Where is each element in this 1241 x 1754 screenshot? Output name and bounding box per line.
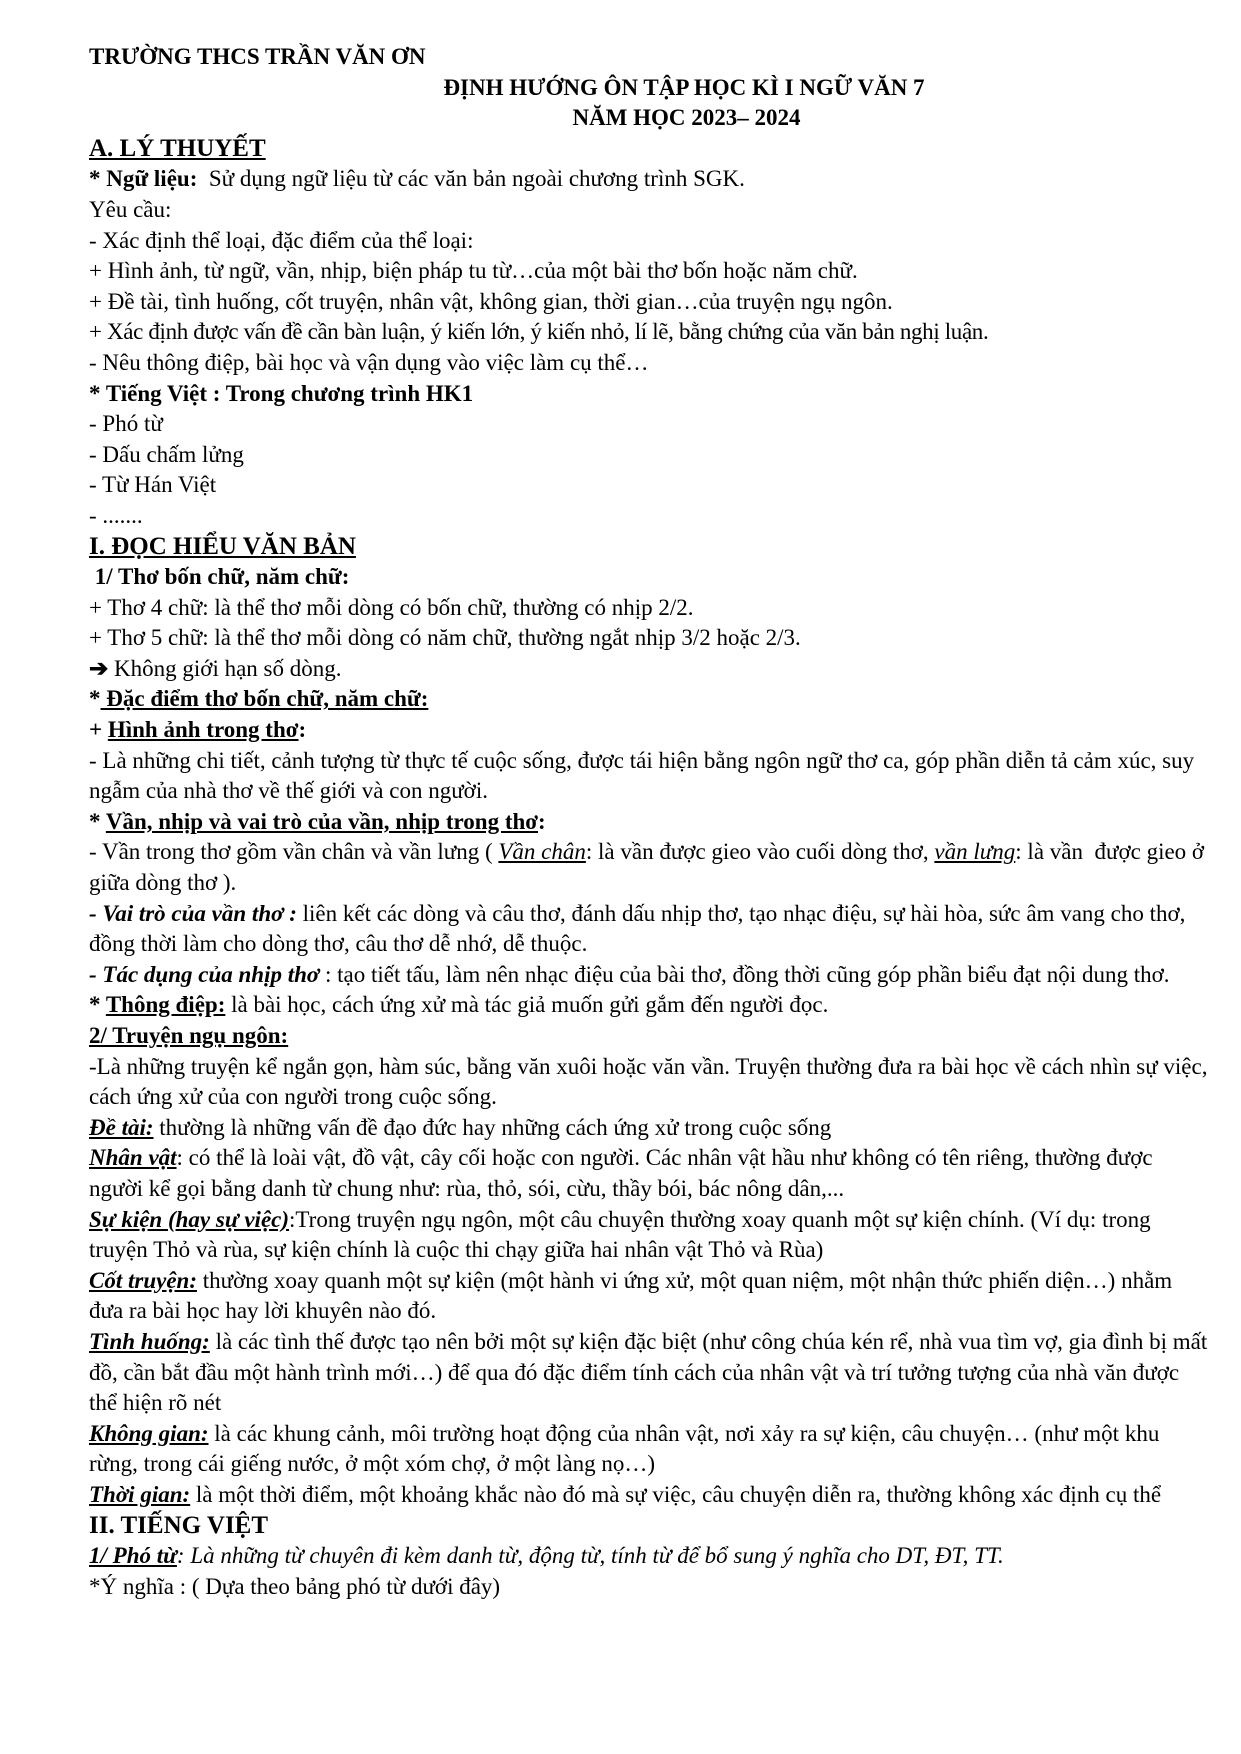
pho-tu-label: 1/ Phó từ	[89, 1543, 177, 1569]
section-a-heading: A. LÝ THUYẾT	[89, 134, 266, 162]
vai-tro-text: liên kết các dòng và câu thơ, đánh dấu nhịp thơ, tạo nhạc điệu, sự hài hòa, sức âm vang cho thơ, đồng thời làm cho dòng thơ, câu thơ dễ nhớ, dễ thuộc.	[89, 900, 1186, 957]
su-kien-label: Sự kiện (hay sự việc)	[89, 1206, 290, 1232]
nhan-vat-text: : có thể là loài vật, đồ vật, cây cối hoặc con người. Các nhân vật hầu như không có tên riêng, thường được người kể gọi bằng danh từ chung như: rùa, thỏ, sói, cừu, thầy bói, bác nông dân,...	[89, 1145, 1153, 1201]
su-kien-text: :Trong truyện ngụ ngôn, một câu chuyện thường xoay quanh một sự kiện chính. (Ví dụ: trong truyện Thỏ và rùa, sự kiện chính là cuộc thi chạy giữa hai nhân vật Thỏ và Rùa)	[89, 1206, 1151, 1263]
van-colon: :	[538, 808, 546, 834]
de-tai-text: thường là những vấn đề đạo đức hay những cách ứng xử trong cuộc sống	[153, 1114, 832, 1140]
cot-truyen-line	[89, 1266, 1209, 1327]
thong-diep-line	[89, 990, 1209, 1021]
school-name: TRƯỜNG THCS TRẦN VĂN ƠN	[89, 44, 426, 69]
req-line: - Nêu thông điệp, bài học và vận dụng vào việc làm cụ thể…	[89, 349, 649, 375]
section-ii-heading: II. TIẾNG VIỆT	[89, 1511, 269, 1539]
req-line: - Xác định thể loại, đặc điểm của thể loại:	[89, 227, 474, 253]
hinh-anh-heading	[89, 715, 1209, 746]
van-text-1: - Vần trong thơ gồm vần chân và vần lưng (	[89, 839, 499, 865]
khong-gioi-han-text: Không giới hạn số dòng.	[108, 655, 342, 681]
vai-tro-label: - Vai trò của vần thơ :	[89, 900, 297, 926]
hinh-anh-plus: +	[89, 717, 108, 743]
tinh-huong-text: là các tình thế được tạo nên bởi một sự kiện đặc biệt (như công chúa kén rể, nhà vua tìm vợ, gia đình bị mất đồ, cần bắt đầu một hành trình mới…) để qua đó đặc điểm tính cách của nhân vật và trí tưởng tượng của nhà văn được thể hiện rõ nét	[89, 1328, 1208, 1416]
nhan-vat-label: Nhân vật	[89, 1145, 177, 1171]
sub-heading-truyen: 2/ Truyện ngụ ngôn:	[89, 1023, 289, 1048]
de-tai-line	[89, 1113, 1209, 1144]
tinh-huong-line	[89, 1327, 1209, 1419]
pho-tu-text: : Là những từ chuyên đi kèm danh từ, động từ, tính từ để bổ sung ý nghĩa cho DT, ĐT, TT.	[176, 1543, 1004, 1569]
van-text	[89, 837, 1209, 898]
cot-truyen-text: thường xoay quanh một sự kiện (một hành vi ứng xử, một quan niệm, một nhận thức phiến diện…) nhằm đưa ra bài học hay lời khuyên nào đó.	[89, 1267, 1173, 1324]
van-text-2: : là vần được gieo vào cuối dòng thơ,	[585, 839, 935, 865]
section-i-heading: I. ĐỌC HIỂU VĂN BẢN	[89, 532, 356, 560]
y-nghia-line: *Ý nghĩa : ( Dựa theo bảng phó từ dưới đây)	[89, 1573, 501, 1599]
nhan-vat-line	[89, 1143, 1209, 1204]
tac-dung-text: : tạo tiết tấu, làm nên nhạc điệu của bài thơ, đồng thời cũng góp phần biểu đạt nội dung thơ.	[319, 961, 1170, 987]
tac-dung-label: - Tác dụng của nhịp thơ	[89, 961, 320, 987]
ngu-lieu-label: * Ngữ liệu:	[89, 166, 198, 192]
thong-diep-label: Thông điệp:	[105, 992, 226, 1018]
document-title: ĐỊNH HƯỚNG ÔN TẬP HỌC KÌ I NGỮ VĂN 7	[443, 74, 925, 100]
van-text-3: : là vần được gieo ở giữa dòng thơ ).	[89, 839, 1210, 896]
thoi-gian-text: là một thời điểm, một khoảng khắc nào đó mà sự việc, câu chuyện diễn ra, thường không xác định cụ thể	[190, 1481, 1162, 1507]
tho-5-chu: + Thơ 5 chữ: là thể thơ mỗi dòng có năm chữ, thường ngắt nhịp 3/2 hoặc 2/3.	[89, 625, 801, 651]
khong-gian-text: là các khung cảnh, môi trường hoạt động của nhân vật, nơi xảy ra sự kiện, câu chuyện… (như một khu rừng, trong cái giếng nước, ở một xóm chợ, ở một làng nọ…)	[89, 1420, 1160, 1477]
tieng-viet-item: - Dấu chấm lửng	[89, 441, 244, 467]
hinh-anh-label: Hình ảnh trong thơ	[107, 717, 299, 743]
tho-4-chu: + Thơ 4 chữ: là thể thơ mỗi dòng có bốn chữ, thường có nhịp 2/2.	[89, 594, 694, 620]
thoi-gian-label: Thời gian:	[89, 1481, 191, 1507]
req-line: + Hình ảnh, từ ngữ, vần, nhịp, biện pháp tu từ…của một bài thơ bốn hoặc năm chữ.	[89, 258, 858, 284]
truyen-ngu-ngon-def: -Là những truyện kể ngắn gọn, hàm súc, bằng văn xuôi hoặc văn vần. Truyện thường đưa ra bài học về cách nhìn sự việc, cách ứng xử của con người trong cuộc sống.	[89, 1053, 1208, 1110]
su-kien-line	[89, 1205, 1209, 1266]
van-star: *	[89, 808, 106, 834]
cot-truyen-label: Cốt truyện:	[89, 1267, 197, 1293]
van-chan: Vần chân	[498, 839, 586, 865]
tieng-viet-item: - .......	[89, 502, 143, 528]
yeu-cau-label: Yêu cầu:	[89, 196, 172, 222]
document-page	[89, 42, 1209, 1602]
hinh-anh-text: - Là những chi tiết, cảnh tượng từ thực tế cuộc sống, được tái hiện bằng ngôn ngữ thơ ca, góp phần diễn tả cảm xúc, suy ngẫm của nhà thơ về thế giới và con người.	[89, 747, 1195, 804]
van-lung: vần lưng	[934, 839, 1016, 865]
dac-diem-line	[89, 684, 1209, 715]
vai-tro-van	[89, 899, 1209, 960]
khong-gian-line	[89, 1419, 1209, 1480]
req-line: + Đề tài, tình huống, cốt truyện, nhân vật, không gian, thời gian…của truyện ngụ ngôn.	[89, 288, 893, 314]
thong-diep-text: là bài học, cách ứng xử mà tác giả muốn gửi gắm đến người đọc.	[225, 992, 829, 1018]
thong-diep-star: *	[89, 992, 106, 1018]
ngu-lieu-line	[89, 164, 1209, 195]
dac-diem-label: Đặc điểm thơ bốn chữ, năm chữ:	[100, 686, 429, 712]
dac-diem-star: *	[89, 686, 101, 712]
khong-gian-label: Không gian:	[89, 1420, 209, 1446]
school-year: NĂM HỌC 2023– 2024	[572, 105, 801, 131]
van-nhip-heading	[89, 807, 1209, 838]
van-label: Vần, nhịp và vai trò của vần, nhịp trong thơ	[105, 808, 539, 834]
thoi-gian-line	[89, 1480, 1209, 1511]
tinh-huong-label: Tình huống:	[89, 1328, 210, 1354]
tac-dung-nhip	[89, 960, 1209, 991]
tieng-viet-label: * Tiếng Việt : Trong chương trình HK1	[89, 380, 474, 406]
pho-tu-line	[89, 1541, 1209, 1572]
arrow-right-icon: ➔	[89, 655, 109, 681]
tieng-viet-item: - Phó từ	[89, 411, 163, 437]
sub-heading-tho: 1/ Thơ bốn chữ, năm chữ:	[89, 564, 350, 590]
tieng-viet-item: - Từ Hán Việt	[89, 472, 217, 498]
de-tai-label: Đề tài:	[89, 1114, 154, 1140]
req-line: + Xác định được vấn đề cần bàn luận, ý kiến lớn, ý kiến nhỏ, lí lẽ, bằng chứng của văn bản nghị luận.	[89, 319, 989, 345]
ngu-lieu-text: Sử dụng ngữ liệu từ các văn bản ngoài chương trình SGK.	[197, 166, 745, 192]
hinh-anh-colon: :	[298, 717, 307, 743]
khong-gioi-han-line	[89, 654, 1209, 685]
